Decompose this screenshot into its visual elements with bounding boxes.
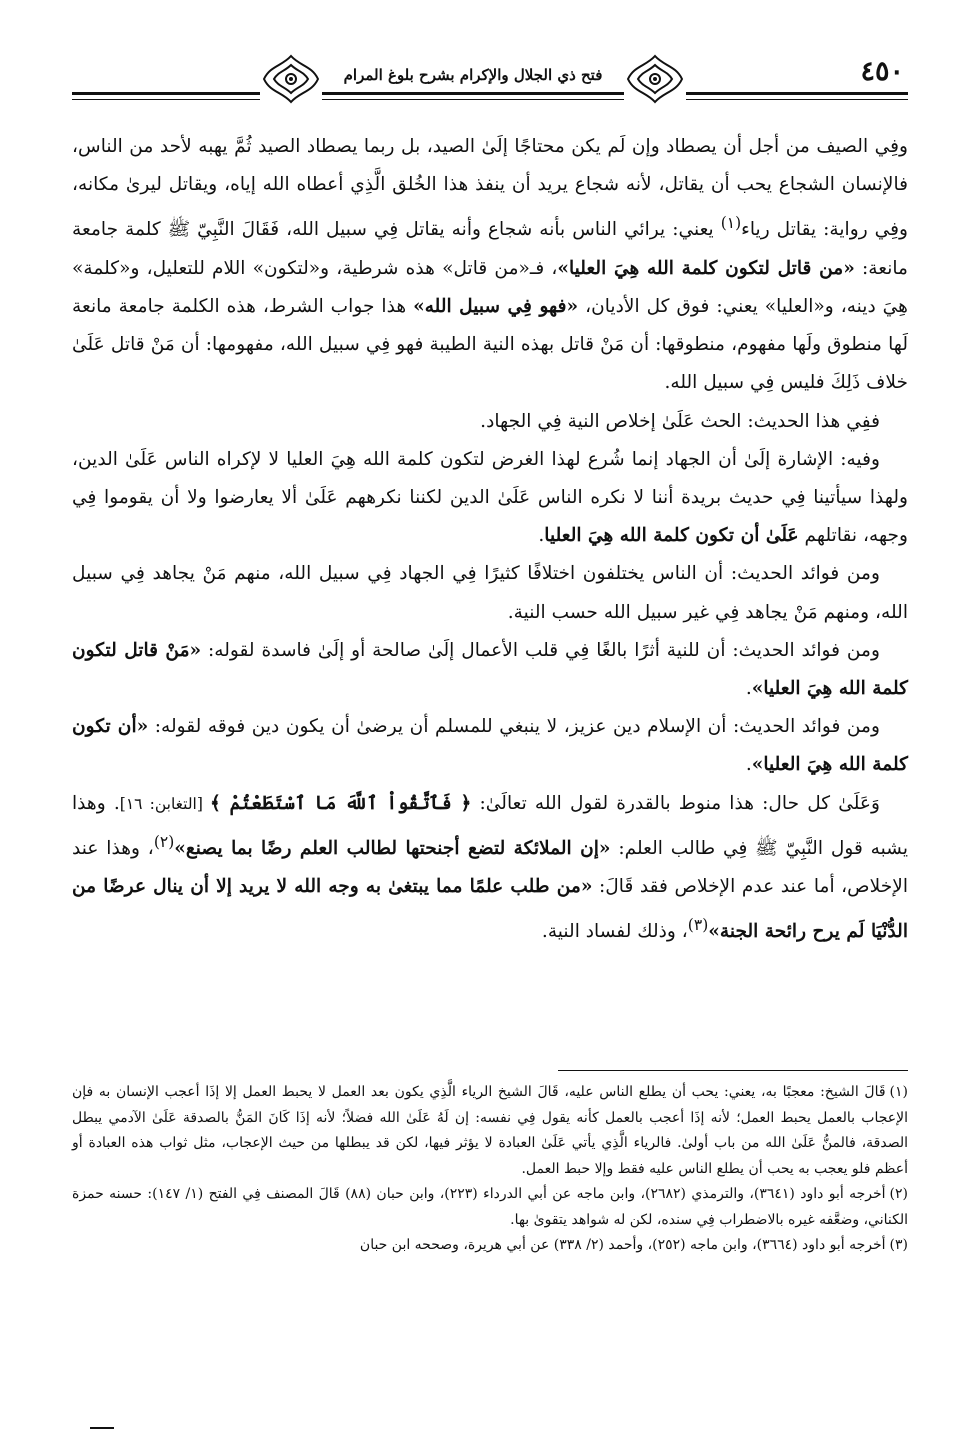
right-ornament-icon [624, 52, 686, 106]
hadith-quote: «فهو فِي سبيل الله» [413, 296, 579, 317]
paragraph-1: وفِي الصيف من أجل أن يصطاد وإن لَم يكن محتاجًا إلَىٰ الصيد، بل ربما يصطاد الصيد ثُمَّ يهبه لأحد من الناس، فالإنسان الشجاع يحب أن يقاتل، لأنه شجاع يريد أن ينفذ هذا الخُلق الَّذِي أعطاه الله إياه، ويقاتل ليرىٰ مكانه، وفِي رواية: يقاتل رياء$^{(١)}$ يعني: يرائي الناس بأنه شجاع وأنه يقاتل فِي سبيل الله، فَقَالَ النَّبِيّ ﷺ كلمة جامعة مانعة: «من قاتل لتكون كلمة الله هِيَ العليا»، فـ«من قاتل» هذه شرطية، و«لتكون» اللام للتعليل، و«كلمة» هِيَ دينه، و«العليا» يعني: فوق كل الأديان، «فهو فِي سبيل الله» هذا جواب الشرط، هذه الكلمة جامعة مانعة لَها منطوق ولَها مفهوم، منطوقها: أن مَنْ قاتل بهذه النية الطيبة فهو فِي سبيل الله، مفهومها: أن مَنْ قاتل عَلَىٰ خلاف ذَلِكَ فليس فِي سبيل الله. [72, 136, 908, 394]
footnote-3: (٣)أخرجه أبو داود (٣٦٦٤)، وابن ماجه (٢٥٢)، وأحمد (٢/ ٣٣٨) عن أبي هريرة، وصححه ابن حبان [359, 1237, 908, 1253]
hadith-quote: «من طلب علمًا مما يبتغىٰ به وجه الله لا يريد إلا أن ينال عرضًا من الدُّنْيَا لَم يرح رائحة الجنة» [72, 876, 908, 943]
hadith-quote: «من قاتل لتكون كلمة الله هِيَ العليا» [557, 257, 855, 279]
footnote-ref: (١) [720, 214, 742, 233]
hadith-quote: «أن تكون كلمة الله هِيَ العليا» [72, 716, 908, 776]
footnote-2: (٢)أخرجه أبو داود (٣٦٤١)، والترمذي (٢٦٨٢)، وابن ماجه عن أبي الدرداء (٢٢٣)، وابن حبان (٨٨) قَالَ المصنف فِي الفتح (١/ ١٤٧): حسنه حمزة الكناني، وضعَّفه غيره بالاضطراب فِي سنده، لكن له شواهد يتقوىٰ بها. [72, 1186, 908, 1228]
quran-verse: ﴿ فَٱتَّقُواْ ٱللَّهَ مَا ٱسْتَطَعْتُمْ ﴾ [210, 792, 472, 814]
left-ornament-icon [260, 52, 322, 106]
paragraph-3: وفيه: الإشارة إلَىٰ أن الجهاد إنما شُرع لهذا الغرض لتكون كلمة الله هِيَ العليا لا لإكراه الناس عَلَىٰ الدين، ولهذا سيأتينا فِي حديث بريدة أننا لا نكره الناس عَلَىٰ الدين لكننا نكرههم عَلَىٰ ألا يعارضوا ولا أن يقوموا فِي وجهه، نقاتلهم عَلَىٰ أن تكون كلمة الله هِيَ العليا. [72, 448, 908, 547]
page-header [72, 52, 908, 112]
paragraph-2: ففِي هذا الحديث: الحث عَلَىٰ إخلاص النية فِي الجهاد. [480, 410, 880, 432]
footnotes [72, 1080, 908, 1259]
continuation-mark [90, 1427, 114, 1429]
footnote-divider [558, 1070, 908, 1071]
book-title: فتح ذي الجلال والإكرام بشرح بلوغ المرام [322, 66, 624, 84]
main-text [72, 128, 908, 952]
paragraph-7: وَعَلَىٰ كل حال: هذا منوط بالقدرة لقول الله تعالَىٰ: ﴿ فَٱتَّقُواْ ٱللَّهَ مَا ٱسْتَطَعْتُمْ ﴾ [التغابن: ١٦]. وهذا يشبه قول النَّبِيّ ﷺ فِي طالب العلم: «إن الملائكة لتضع أجنحتها لطالب العلم رضًا بما يصنع»$^{(٢)}$، وهذا عند الإخلاص، أما عند عدم الإخلاص فقد قَالَ: «من طلب علمًا مما يبتغىٰ به وجه الله لا يريد إلا أن ينال عرضًا من الدُّنْيَا لَم يرح رائحة الجنة»$^{(٣)}$، وذلك لفساد النية. [72, 792, 908, 943]
hadith-quote: «إن الملائكة لتضع أجنحتها لطالب العلم رضًا بما يصنع» [174, 838, 611, 860]
page-number: ٤٥٠ [860, 56, 904, 87]
paragraph-4: ومن فوائد الحديث: أن الناس يختلفون اختلافًا كثيرًا فِي الجهاد فِي سبيل الله، منهم مَنْ يجاهد فِي سبيل الله، ومنهم مَنْ يجاهد فِي غير سبيل الله حسب النية. [72, 563, 908, 623]
verse-reference: [التغابن: ١٦] [119, 794, 211, 813]
footnote-1: (١)قَالَ الشيخ: معجبًا به، يعني: يحب أن يطلع الناس عليه، قَالَ الشيخ الرياء الَّذِي يكون بعد العمل لا يحبط العمل إلا إذَا أعجب الإنسان به فإن الإعجاب بالعمل يحبط العمل؛ لأنه إذَا أعجب بالعمل كأنه يقول فِي نفسه: إن لَهُ عَلَىٰ الله فضلاً؛ لأنه إذَا كَانَ المَنُّ بالصدقة عَلَىٰ الآدمي يبطل الصدقة، فالمنُّ عَلَىٰ الله من باب أولىٰ. فالرياء الَّذِي يأتي عَلَىٰ العبادة لا يؤثر فيها، لكن قد يبطلها من حيث الإعجاب، مثل ثواب هذه العبادة أو أعظم فلو يعجب به يحب أن يطلع الناس عليه فقط وإلا حبط العمل. [72, 1084, 908, 1177]
footnote-ref: (٢) [153, 832, 175, 851]
paragraph-5: ومن فوائد الحديث: أن للنية أثرًا بالغًا فِي قلب الأعمال إلَىٰ صالحة أو إلَىٰ فاسدة لقوله: «مَنْ قاتل لتكون كلمة الله هِيَ العليا». [72, 639, 908, 700]
footnote-ref: (٣) [687, 916, 709, 935]
header-rule [72, 92, 908, 95]
bold-phrase: عَلَىٰ أن تكون كلمة الله هِيَ العليا [544, 525, 799, 547]
header-rule-thin [72, 99, 908, 100]
hadith-quote: «مَنْ قاتل لتكون كلمة الله هِيَ العليا» [72, 639, 908, 700]
paragraph-6: ومن فوائد الحديث: أن الإسلام دين عزيز، لا ينبغي للمسلم أن يرضىٰ أن يكون دين فوقه لقوله: «أن تكون كلمة الله هِيَ العليا». [72, 716, 908, 776]
